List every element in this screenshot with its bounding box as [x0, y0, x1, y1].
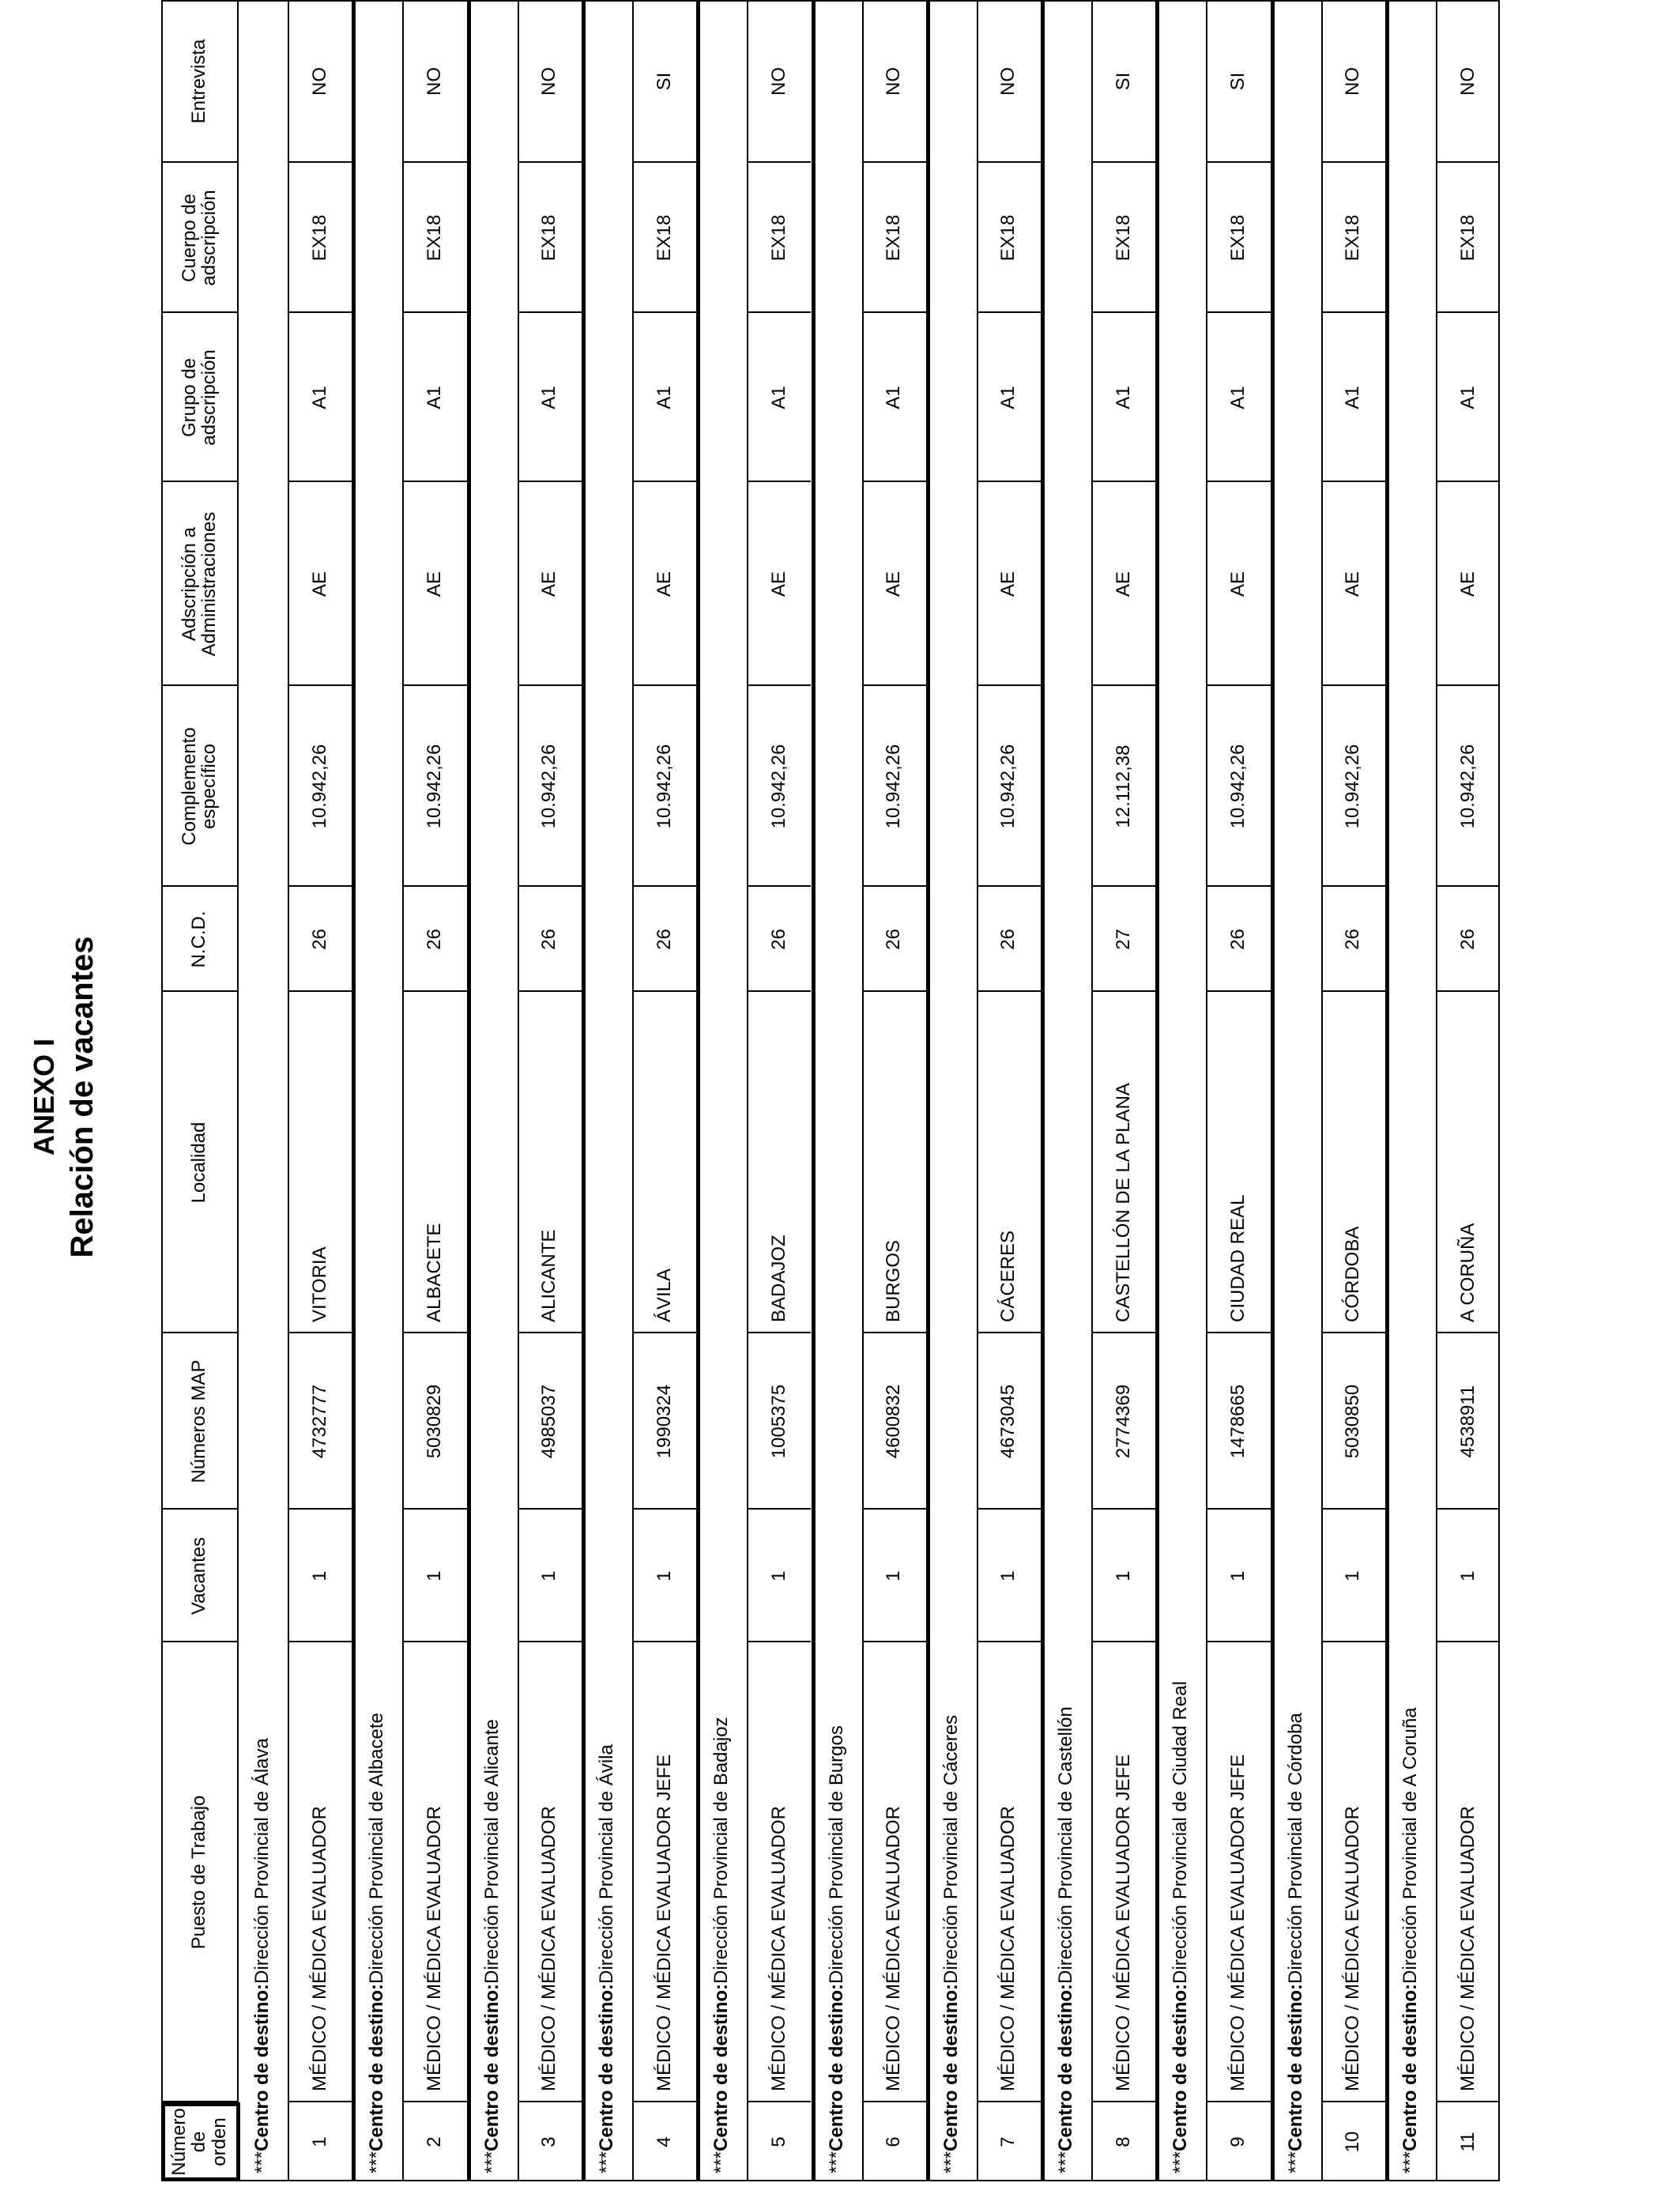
- cell-ncd: 26: [423, 929, 445, 950]
- cell-map: 4732777: [308, 1384, 330, 1459]
- header-divider: [161, 311, 237, 313]
- cell-grupo: A1: [308, 386, 330, 409]
- cell-complemento: 10.942,26: [767, 744, 789, 829]
- cell-numero: 11: [1456, 2132, 1478, 2152]
- header-divider: [161, 1508, 237, 1510]
- cell-cuerpo: EX18: [1112, 214, 1134, 262]
- cell-complemento: 10.942,26: [997, 744, 1019, 829]
- document-subtitle: Relación de vacantes: [65, 936, 100, 1258]
- header-ncd: N.C.D.: [188, 910, 210, 968]
- cell-grupo: A1: [1112, 386, 1134, 409]
- cell-cuerpo: EX18: [538, 214, 560, 262]
- cell-complemento: 10.942,26: [1342, 744, 1364, 829]
- cell-adscripcion: AE: [538, 571, 560, 598]
- header-numero-line1: Número: [168, 2108, 190, 2176]
- header-numero-line3: orden: [208, 2117, 230, 2166]
- group-prefix: ***: [940, 2151, 962, 2173]
- cell-localidad: BADAJOZ: [767, 1235, 789, 1322]
- cell-entrevista: NO: [423, 67, 445, 96]
- group-prefix: ***: [1284, 2151, 1306, 2173]
- cell-cuerpo: EX18: [653, 214, 675, 262]
- group-label: Centro de destino:: [251, 1983, 273, 2151]
- header-cuerpo: [161, 163, 237, 313]
- group-header: [1387, 1707, 1434, 2173]
- group-label: Centro de destino:: [595, 1983, 617, 2151]
- cell-localidad: ÁVILA: [653, 1268, 675, 1322]
- cell-complemento: 10.942,26: [308, 744, 330, 829]
- cell-vacantes: 1: [997, 1570, 1019, 1581]
- group-prefix: ***: [1055, 2151, 1077, 2173]
- cell-entrevista: NO: [883, 67, 905, 96]
- cell-puesto: MÉDICO / MÉDICA EVALUADOR: [423, 1806, 445, 2091]
- cell-entrevista: NO: [1342, 67, 1364, 96]
- cell-complemento: 10.942,26: [653, 744, 675, 829]
- header-numero-line2: de: [188, 2131, 210, 2153]
- header-grupo-line1: Grupo de: [178, 357, 200, 438]
- header-numero: [161, 2102, 237, 2181]
- cell-vacantes: 1: [538, 1570, 560, 1581]
- cell-ncd: 26: [538, 929, 560, 950]
- cell-cuerpo: EX18: [997, 214, 1019, 262]
- cell-vacantes: 1: [1342, 1570, 1364, 1581]
- cell-vacantes: 1: [1227, 1570, 1249, 1581]
- group-label: Centro de destino:: [1170, 1983, 1192, 2151]
- header-entrevista: Entrevista: [188, 39, 210, 124]
- document-title: ANEXO I: [28, 1038, 60, 1156]
- cell-ncd: 26: [997, 929, 1019, 950]
- cell-puesto: MÉDICO / MÉDICA EVALUADOR: [767, 1806, 789, 2091]
- cell-numero: 5: [767, 2136, 789, 2147]
- cell-map: 4600832: [883, 1384, 905, 1459]
- cell-cuerpo: EX18: [1342, 214, 1364, 262]
- group-label: Centro de destino:: [366, 1983, 388, 2151]
- group-centro: Dirección Provincial de A Coruña: [1399, 1707, 1421, 1984]
- cell-cuerpo: EX18: [767, 214, 789, 262]
- header-divider: [161, 885, 237, 887]
- cell-complemento: 10.942,26: [883, 744, 905, 829]
- cell-grupo: A1: [1456, 386, 1478, 409]
- cell-complemento: 10.942,26: [1227, 744, 1249, 829]
- cell-adscripcion: AE: [423, 571, 445, 598]
- cell-numero: 2: [423, 2136, 445, 2147]
- group-header: [1157, 1681, 1204, 2173]
- header-divider: [161, 2101, 237, 2102]
- cell-puesto: MÉDICO / MÉDICA EVALUADOR JEFE: [1112, 1754, 1134, 2091]
- cell-localidad: CASTELLÓN DE LA PLANA: [1112, 1083, 1134, 1322]
- group-centro: Dirección Provincial de Ávila: [595, 1744, 617, 1984]
- group-label: Centro de destino:: [1284, 1983, 1306, 2151]
- cell-complemento: 12.112,38: [1112, 745, 1134, 828]
- cell-map: 5030829: [423, 1384, 445, 1459]
- group-prefix: ***: [825, 2151, 847, 2173]
- cell-adscripcion: AE: [1342, 571, 1364, 598]
- group-header: [469, 1719, 516, 2173]
- cell-adscripcion: AE: [883, 571, 905, 598]
- cell-entrevista: NO: [308, 67, 330, 96]
- vacancies-table: [161, 0, 1500, 2181]
- cell-numero: 10: [1342, 2131, 1364, 2153]
- header-divider: [161, 1332, 237, 1333]
- cell-cuerpo: EX18: [1227, 214, 1249, 262]
- group-prefix: ***: [1399, 2151, 1421, 2173]
- cell-numero: 4: [653, 2136, 675, 2147]
- cell-grupo: A1: [1227, 386, 1249, 409]
- cell-localidad: CIUDAD REAL: [1227, 1194, 1249, 1322]
- cell-puesto: MÉDICO / MÉDICA EVALUADOR: [1456, 1806, 1478, 2091]
- cell-adscripcion: AE: [997, 571, 1019, 598]
- group-prefix: ***: [480, 2151, 503, 2173]
- cell-map: 4538911: [1456, 1385, 1478, 1458]
- cell-puesto: MÉDICO / MÉDICA EVALUADOR: [1342, 1806, 1364, 2091]
- cell-map: 4985037: [538, 1384, 560, 1459]
- cell-localidad: ALICANTE: [538, 1229, 560, 1322]
- cell-map: 5030850: [1342, 1384, 1364, 1459]
- cell-grupo: A1: [653, 386, 675, 409]
- cell-complemento: 10.942,26: [423, 744, 445, 829]
- cell-ncd: 26: [653, 929, 675, 950]
- cell-map: 1990324: [653, 1384, 675, 1459]
- group-header: [1272, 1713, 1320, 2173]
- cell-ncd: 26: [883, 929, 905, 950]
- cell-adscripcion: AE: [767, 571, 789, 598]
- cell-ncd: 26: [1227, 929, 1249, 950]
- cell-ncd: 27: [1112, 929, 1134, 950]
- cell-adscripcion: AE: [1112, 571, 1134, 598]
- cell-grupo: A1: [423, 386, 445, 409]
- cell-entrevista: NO: [538, 67, 560, 96]
- header-cuerpo-line2: adscripción: [198, 190, 220, 286]
- cell-cuerpo: EX18: [308, 214, 330, 262]
- group-centro: Dirección Provincial de Castellón: [1055, 1706, 1077, 1984]
- group-centro: Dirección Provincial de Albacete: [366, 1713, 388, 1984]
- cell-puesto: MÉDICO / MÉDICA EVALUADOR: [538, 1806, 560, 2091]
- cell-localidad: ALBACETE: [423, 1223, 445, 1322]
- header-map: Números MAP: [188, 1359, 210, 1483]
- cell-numero: 7: [997, 2136, 1019, 2147]
- header-divider: [161, 481, 237, 482]
- group-header: [1042, 1706, 1090, 2173]
- cell-vacantes: 1: [653, 1570, 675, 1581]
- group-prefix: ***: [595, 2151, 617, 2173]
- group-label: Centro de destino:: [825, 1983, 847, 2151]
- header-adscripcion-line2: Administraciones: [198, 511, 220, 657]
- cell-vacantes: 1: [1112, 1570, 1134, 1581]
- cell-cuerpo: EX18: [883, 214, 905, 262]
- cell-adscripcion: AE: [308, 571, 330, 598]
- cell-entrevista: NO: [997, 67, 1019, 96]
- cell-numero: 9: [1227, 2136, 1249, 2147]
- cell-complemento: 10.942,26: [538, 744, 560, 829]
- group-prefix: ***: [1170, 2151, 1192, 2173]
- cell-puesto: MÉDICO / MÉDICA EVALUADOR: [883, 1806, 905, 2091]
- group-header: [813, 1725, 861, 2173]
- group-centro: Dirección Provincial de Córdoba: [1284, 1713, 1306, 1984]
- cell-localidad: CÓRDOBA: [1342, 1226, 1364, 1322]
- cell-grupo: A1: [538, 386, 560, 409]
- group-centro: Dirección Provincial de Alicante: [480, 1719, 503, 1984]
- cell-ncd: 26: [1342, 929, 1364, 950]
- header-divider: [161, 1641, 237, 1642]
- cell-map: 1005375: [767, 1384, 789, 1459]
- group-header: [583, 1744, 631, 2173]
- header-complemento: [161, 686, 237, 887]
- cell-vacantes: 1: [1456, 1570, 1478, 1581]
- group-centro: Dirección Provincial de Burgos: [825, 1725, 847, 1984]
- cell-localidad: VITORIA: [308, 1246, 330, 1322]
- header-localidad: Localidad: [188, 1122, 210, 1204]
- cell-puesto: MÉDICO / MÉDICA EVALUADOR JEFE: [1227, 1754, 1249, 2091]
- group-prefix: ***: [366, 2151, 388, 2173]
- cell-complemento: 10.942,26: [1456, 744, 1478, 829]
- cell-map: 1478665: [1227, 1384, 1249, 1459]
- cell-numero: 1: [308, 2136, 330, 2147]
- cell-localidad: BURGOS: [883, 1239, 905, 1322]
- cell-numero: 6: [883, 2136, 905, 2147]
- cell-vacantes: 1: [423, 1570, 445, 1581]
- cell-entrevista: NO: [1456, 67, 1478, 96]
- cell-entrevista: SI: [1227, 72, 1249, 91]
- group-header: [698, 1717, 745, 2173]
- header-complemento-line2: específico: [198, 743, 220, 830]
- header-divider: [161, 684, 237, 686]
- cell-puesto: MÉDICO / MÉDICA EVALUADOR JEFE: [653, 1754, 675, 2091]
- cell-entrevista: NO: [767, 67, 789, 96]
- cell-localidad: A CORUÑA: [1456, 1223, 1478, 1322]
- cell-entrevista: SI: [1112, 72, 1134, 91]
- group-centro: Dirección Provincial de Cáceres: [940, 1714, 962, 1984]
- cell-vacantes: 1: [308, 1570, 330, 1581]
- cell-cuerpo: EX18: [1456, 214, 1478, 262]
- header-divider: [161, 161, 237, 163]
- group-header: [928, 1715, 975, 2173]
- group-header: [239, 1738, 286, 2173]
- group-centro: Dirección Provincial de Ciudad Real: [1170, 1681, 1192, 1984]
- cell-vacantes: 1: [883, 1570, 905, 1581]
- cell-ncd: 26: [308, 929, 330, 950]
- cell-grupo: A1: [883, 386, 905, 409]
- group-centro: Dirección Provincial de Badajoz: [710, 1717, 733, 1984]
- cell-adscripcion: AE: [1227, 571, 1249, 598]
- cell-grupo: A1: [1342, 386, 1364, 409]
- cell-map: 4673045: [997, 1384, 1019, 1459]
- cell-vacantes: 1: [767, 1570, 789, 1581]
- header-grupo: [161, 313, 237, 482]
- group-label: Centro de destino:: [1399, 1983, 1421, 2151]
- cell-adscripcion: AE: [1456, 571, 1478, 598]
- cell-map: 2774369: [1112, 1384, 1134, 1459]
- group-label: Centro de destino:: [710, 1983, 733, 2151]
- header-puesto: Puesto de Trabajo: [188, 1795, 210, 1950]
- header-cuerpo-line1: Cuerpo de: [178, 193, 200, 283]
- group-prefix: ***: [251, 2151, 273, 2173]
- cell-grupo: A1: [767, 386, 789, 409]
- group-label: Centro de destino:: [940, 1983, 962, 2151]
- cell-puesto: MÉDICO / MÉDICA EVALUADOR: [997, 1806, 1019, 2091]
- cell-adscripcion: AE: [653, 571, 675, 598]
- cell-numero: 3: [538, 2136, 560, 2147]
- cell-grupo: A1: [997, 386, 1019, 409]
- cell-ncd: 26: [767, 929, 789, 950]
- header-vacantes: Vacantes: [188, 1536, 210, 1615]
- header-adscripcion-line1: Adscripción a: [178, 526, 200, 642]
- cell-ncd: 26: [1456, 929, 1478, 950]
- cell-localidad: CÁCERES: [997, 1230, 1019, 1322]
- cell-cuerpo: EX18: [423, 214, 445, 262]
- group-centro: Dirección Provincial de Álava: [251, 1738, 273, 1984]
- group-label: Centro de destino:: [1055, 1983, 1077, 2151]
- header-complemento-line1: Complemento: [178, 727, 200, 846]
- group-label: Centro de destino:: [480, 1983, 503, 2151]
- header-adscripcion: [161, 482, 237, 686]
- cell-entrevista: SI: [653, 72, 675, 91]
- group-prefix: ***: [710, 2151, 733, 2173]
- cell-puesto: MÉDICO / MÉDICA EVALUADOR: [308, 1806, 330, 2091]
- cell-numero: 8: [1112, 2136, 1134, 2147]
- header-grupo-line2: adscripción: [198, 349, 220, 446]
- group-header: [353, 1713, 401, 2173]
- header-divider: [161, 990, 237, 992]
